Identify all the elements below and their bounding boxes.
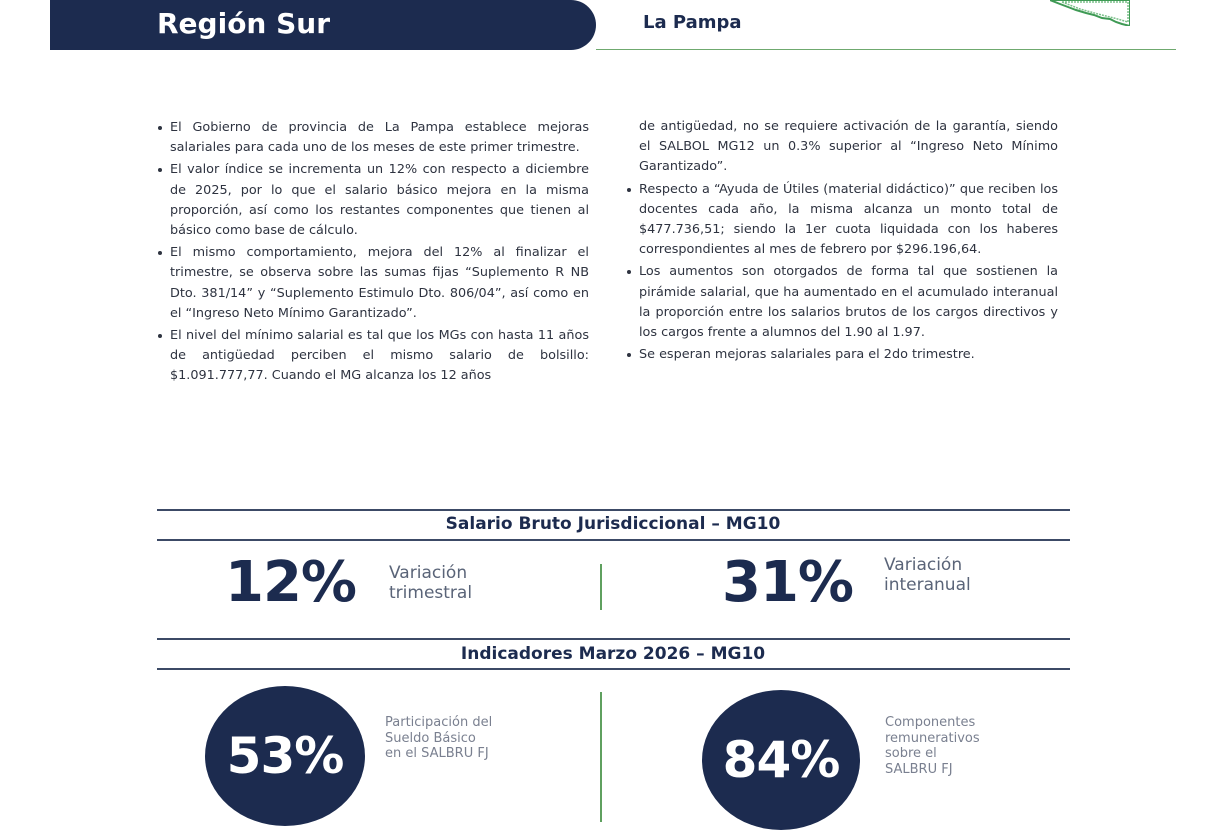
section-rule-top — [157, 638, 1070, 640]
indicadores-section-title: Indicadores Marzo 2026 – MG10 — [460, 644, 766, 664]
salario-section-title: Salario Bruto Jurisdiccional – MG10 — [445, 514, 781, 534]
region-title: Región Sur — [157, 7, 331, 40]
section-rule-top — [157, 509, 1070, 511]
bullet-item: Los aumentos son otorgados de forma tal que sostienen la pirámide salarial, que ha aumentado en el acumulado interanual la proporción entre los salarios brutos de los cargos directivos y los cargos frente a alumnos del 1.90 al 1.97. — [626, 262, 1058, 343]
section-rule-bottom — [157, 668, 1070, 670]
bullet-continuation: de antigüedad, no se requiere activación de la garantía, siendo el SALBOL MG12 un 0.3% superior al “Ingreso Neto Mínimo Garantizado”. — [639, 119, 1058, 175]
remunerative-share-value: 84% — [722, 731, 840, 789]
basic-salary-share-value: 53% — [226, 727, 344, 785]
bullet-item: Respecto a “Ayuda de Útiles (material didáctico)” que reciben los docentes cada año, la misma alcanza un monto total de $477.736,51; siendo la 1er cuota liquidada con los haberes correspondientes al mes de febrero por $296.196,64. — [626, 180, 1058, 261]
province-name: La Pampa — [643, 12, 742, 33]
remunerative-share-badge — [702, 690, 860, 830]
quarterly-variation-value: 12% — [225, 550, 357, 615]
text-column-right — [626, 117, 1058, 367]
yearly-variation-label: Variación interanual — [884, 555, 971, 595]
header-rule — [596, 49, 1176, 50]
bullet-item: Se esperan mejoras salariales para el 2do trimestre. — [626, 345, 1058, 365]
section-rule-bottom — [157, 539, 1070, 541]
yearly-variation-value: 31% — [722, 550, 854, 615]
bullet-item: El Gobierno de provincia de La Pampa establece mejoras salariales para cada uno de los meses de este primer trimestre. — [157, 118, 589, 158]
indicator-divider — [600, 692, 602, 822]
bullet-item: El mismo comportamiento, mejora del 12% al finalizar el trimestre, se observa sobre las sumas fijas “Suplemento R NB Dto. 381/14” y “Suplemento Estimulo Dto. 806/04”, así como en el “Ingreso Neto Mínimo Garantizado”. — [157, 243, 589, 324]
basic-salary-share-badge — [205, 686, 365, 826]
bullet-item: El nivel del mínimo salarial es tal que los MGs con hasta 11 años de antigüedad perciben el mismo salario de bolsillo: $1.091.777,77. Cuando el MG alcanza los 12 años — [157, 326, 589, 387]
quarterly-variation-label: Variación trimestral — [389, 563, 473, 603]
remunerative-share-label: Componentes remunerativos sobre el SALBRU FJ — [885, 715, 980, 777]
text-column-left — [157, 118, 589, 389]
province-map-icon — [1050, 0, 1130, 26]
stat-divider — [600, 564, 602, 610]
basic-salary-share-label: Participación del Sueldo Básico en el SALBRU FJ — [385, 715, 493, 761]
bullet-item: El valor índice se incrementa un 12% con respecto a diciembre de 2025, por lo que el salario básico mejora en la misma proporción, así como los restantes componentes que tienen al básico como base de cálculo. — [157, 160, 589, 241]
